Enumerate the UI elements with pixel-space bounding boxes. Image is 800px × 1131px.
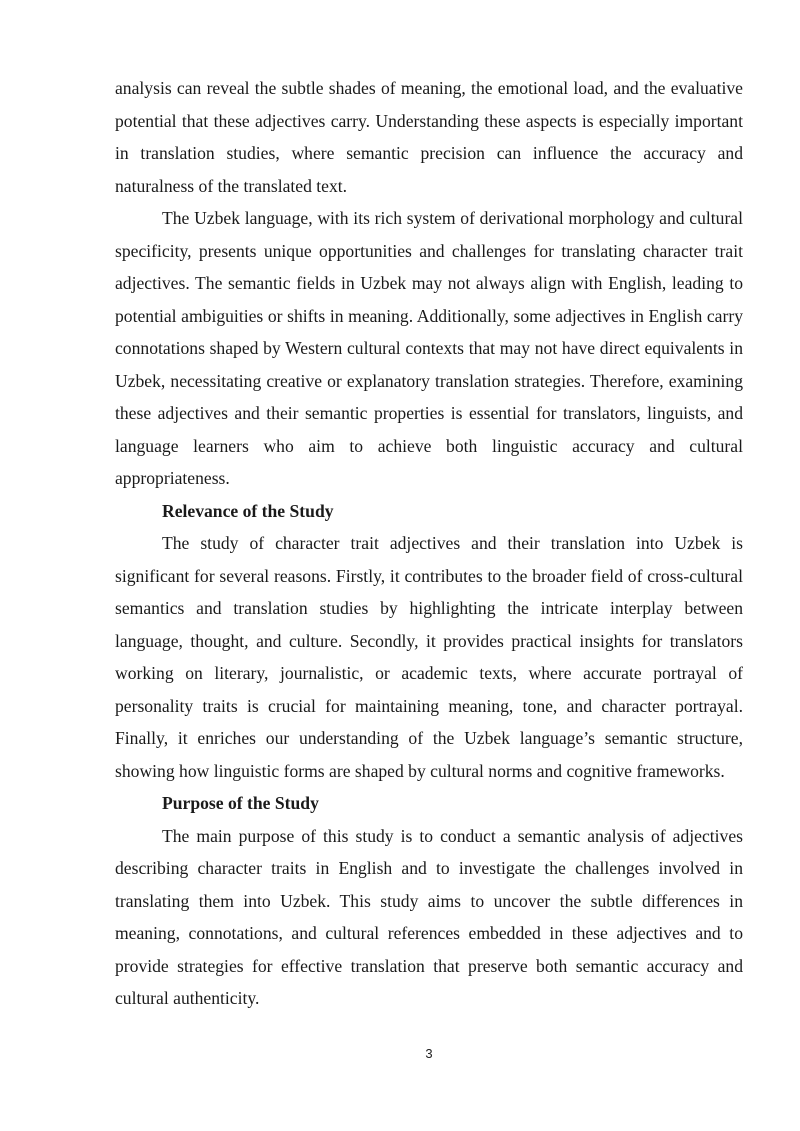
paragraph-analysis-continuation: analysis can reveal the subtle shades of meaning, the emotional load, and the evaluative potential that these adjectives carry. Understanding these aspects is especially important in translation studies, where semantic precision can influence the accuracy and naturalness of the translated text. — [115, 78, 743, 196]
heading-purpose-of-study: Purpose of the Study — [162, 793, 319, 813]
page-body — [115, 72, 743, 1015]
paragraph-relevance: The study of character trait adjectives and their translation into Uzbek is significant for several reasons. Firstly, it contributes to the broader field of cross-cultural semantics and translation studies by highlighting the intricate interplay between language, thought, and culture. Secondly, it provides practical insights for translators working on literary, journalistic, or academic texts, where accurate portrayal of personality traits is crucial for maintaining meaning, tone, and character portrayal. Finally, it enriches our understanding of the Uzbek language’s semantic structure, showing how linguistic forms are shaped by cultural norms and cognitive frameworks. — [115, 533, 743, 781]
paragraph-uzbek-language: The Uzbek language, with its rich system of derivational morphology and cultural specificity, presents unique opportunities and challenges for translating character trait adjectives. The semantic fields in Uzbek may not always align with English, leading to potential ambiguities or shifts in meaning. Additionally, some adjectives in English carry connotations shaped by Western cultural contexts that may not have direct equivalents in Uzbek, necessitating creative or explanatory translation strategies. Therefore, examining these adjectives and their semantic properties is essential for translators, linguists, and language learners who aim to achieve both linguistic accuracy and cultural appropriateness. — [115, 208, 743, 488]
page-number: 3 — [425, 1046, 433, 1061]
heading-relevance-of-study: Relevance of the Study — [162, 500, 334, 521]
paragraph-purpose: The main purpose of this study is to conduct a semantic analysis of adjectives describing character traits in English and to investigate the challenges involved in translating them into Uzbek. This study aims to uncover the subtle differences in meaning, connotations, and cultural references embedded in these adjectives and to provide strategies for effective translation that preserve both semantic accuracy and cultural authenticity. — [115, 825, 743, 1008]
